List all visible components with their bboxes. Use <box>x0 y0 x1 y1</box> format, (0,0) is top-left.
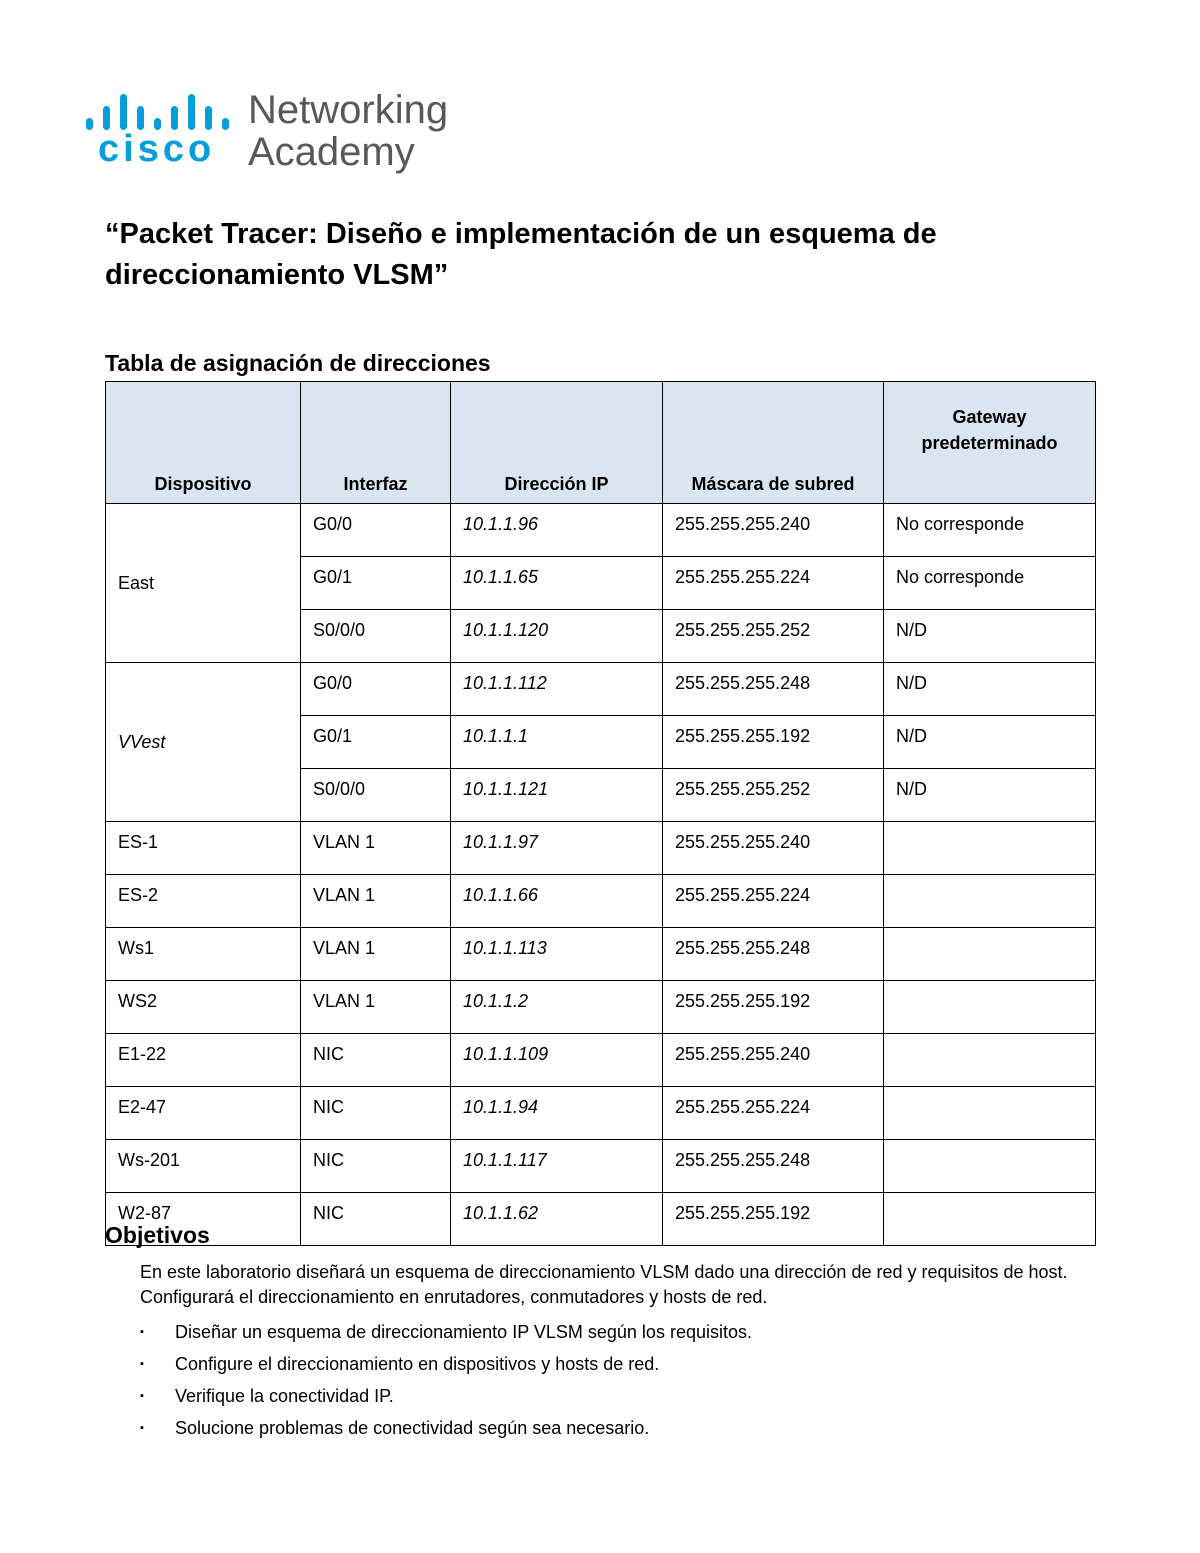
table-row <box>106 1140 1096 1193</box>
table-row <box>106 663 1096 716</box>
objectives-list <box>140 1320 752 1448</box>
gateway-cell <box>884 928 1096 981</box>
interface-cell: NIC <box>301 1087 451 1140</box>
table-row <box>106 981 1096 1034</box>
device-cell: W2-87 <box>106 1193 301 1246</box>
mask-cell: 255.255.255.192 <box>663 981 884 1034</box>
objective-item: ▪ Diseñar un esquema de direccionamiento IP VLSM según los requisitos. <box>140 1320 752 1352</box>
interface-cell: G0/1 <box>301 557 451 610</box>
logo-academy: Academy <box>248 130 415 174</box>
table-row <box>106 1193 1096 1246</box>
device-cell: WS2 <box>106 981 301 1034</box>
mask-cell: 255.255.255.192 <box>663 1193 884 1246</box>
device-cell: E1-22 <box>106 1034 301 1087</box>
interface-cell: NIC <box>301 1034 451 1087</box>
device-cell: Ws1 <box>106 928 301 981</box>
mask-cell: 255.255.255.224 <box>663 1087 884 1140</box>
gateway-cell: No corresponde <box>884 557 1096 610</box>
mask-cell: 255.255.255.240 <box>663 822 884 875</box>
objectives-heading: Objetivos <box>105 1222 210 1248</box>
cisco-wordmark: cisco <box>98 128 216 170</box>
gateway-cell: N/D <box>884 610 1096 663</box>
header-mask: Máscara de subred <box>663 382 884 504</box>
mask-cell: 255.255.255.248 <box>663 928 884 981</box>
header-gateway: Gateway predeterminado <box>884 382 1096 504</box>
table-row <box>106 875 1096 928</box>
interface-cell: NIC <box>301 1140 451 1193</box>
mask-cell: 255.255.255.248 <box>663 1140 884 1193</box>
device-cell: Ws-201 <box>106 1140 301 1193</box>
mask-cell: 255.255.255.248 <box>663 663 884 716</box>
gateway-cell <box>884 1087 1096 1140</box>
mask-cell: 255.255.255.252 <box>663 769 884 822</box>
ip-cell: 10.1.1.96 <box>451 504 663 557</box>
table-header-row <box>106 382 1096 504</box>
gateway-cell <box>884 1034 1096 1087</box>
mask-cell: 255.255.255.240 <box>663 1034 884 1087</box>
mask-cell: 255.255.255.224 <box>663 557 884 610</box>
interface-cell: VLAN 1 <box>301 822 451 875</box>
ip-cell: 10.1.1.1 <box>451 716 663 769</box>
gateway-cell <box>884 981 1096 1034</box>
ip-cell: 10.1.1.117 <box>451 1140 663 1193</box>
ip-cell: 10.1.1.66 <box>451 875 663 928</box>
cisco-bars-icon <box>86 90 236 130</box>
cisco-networking-academy-logo <box>86 86 486 182</box>
gateway-cell: N/D <box>884 769 1096 822</box>
ip-cell: 10.1.1.62 <box>451 1193 663 1246</box>
header-device: Dispositivo <box>106 382 301 504</box>
gateway-cell: N/D <box>884 663 1096 716</box>
interface-cell: S0/0/0 <box>301 769 451 822</box>
interface-cell: G0/0 <box>301 663 451 716</box>
interface-cell: VLAN 1 <box>301 875 451 928</box>
ip-cell: 10.1.1.94 <box>451 1087 663 1140</box>
device-cell: East <box>106 504 301 663</box>
ip-cell: 10.1.1.112 <box>451 663 663 716</box>
gateway-cell: No corresponde <box>884 504 1096 557</box>
mask-cell: 255.255.255.240 <box>663 504 884 557</box>
table-row <box>106 822 1096 875</box>
ip-cell: 10.1.1.65 <box>451 557 663 610</box>
header-ip: Dirección IP <box>451 382 663 504</box>
interface-cell: S0/0/0 <box>301 610 451 663</box>
interface-cell: G0/0 <box>301 504 451 557</box>
addressing-table <box>105 381 1096 1246</box>
ip-cell: 10.1.1.2 <box>451 981 663 1034</box>
objective-item: ▪ Configure el direccionamiento en dispositivos y hosts de red. <box>140 1352 752 1384</box>
gateway-cell <box>884 1193 1096 1246</box>
logo-networking: Networking <box>248 88 449 132</box>
device-cell: ES-2 <box>106 875 301 928</box>
gateway-cell <box>884 875 1096 928</box>
gateway-cell <box>884 1140 1096 1193</box>
objectives-intro: En este laboratorio diseñará un esquema de direccionamiento VLSM dado una dirección de red y requisitos de host. Configurará el direccionamiento en enrutadores, conmutadores y hosts de red. <box>140 1262 1068 1307</box>
interface-cell: VLAN 1 <box>301 981 451 1034</box>
ip-cell: 10.1.1.109 <box>451 1034 663 1087</box>
device-cell: VVest <box>106 663 301 822</box>
ip-cell: 10.1.1.113 <box>451 928 663 981</box>
ip-cell: 10.1.1.97 <box>451 822 663 875</box>
ip-cell: 10.1.1.120 <box>451 610 663 663</box>
device-cell: ES-1 <box>106 822 301 875</box>
objective-item: ▪ Solucione problemas de conectividad según sea necesario. <box>140 1416 752 1448</box>
interface-cell: NIC <box>301 1193 451 1246</box>
table-row <box>106 1087 1096 1140</box>
table-row <box>106 928 1096 981</box>
ip-cell: 10.1.1.121 <box>451 769 663 822</box>
interface-cell: G0/1 <box>301 716 451 769</box>
gateway-cell <box>884 822 1096 875</box>
mask-cell: 255.255.255.252 <box>663 610 884 663</box>
header-interface: Interfaz <box>301 382 451 504</box>
mask-cell: 255.255.255.224 <box>663 875 884 928</box>
objective-item: ▪ Verifique la conectividad IP. <box>140 1384 752 1416</box>
gateway-cell: N/D <box>884 716 1096 769</box>
mask-cell: 255.255.255.192 <box>663 716 884 769</box>
interface-cell: VLAN 1 <box>301 928 451 981</box>
table-row <box>106 504 1096 557</box>
device-cell: E2-47 <box>106 1087 301 1140</box>
table-heading: Tabla de asignación de direcciones <box>105 350 491 376</box>
document-title: “Packet Tracer: Diseño e implementación de un esquema de direccionamiento VLSM” <box>105 218 937 291</box>
table-row <box>106 1034 1096 1087</box>
